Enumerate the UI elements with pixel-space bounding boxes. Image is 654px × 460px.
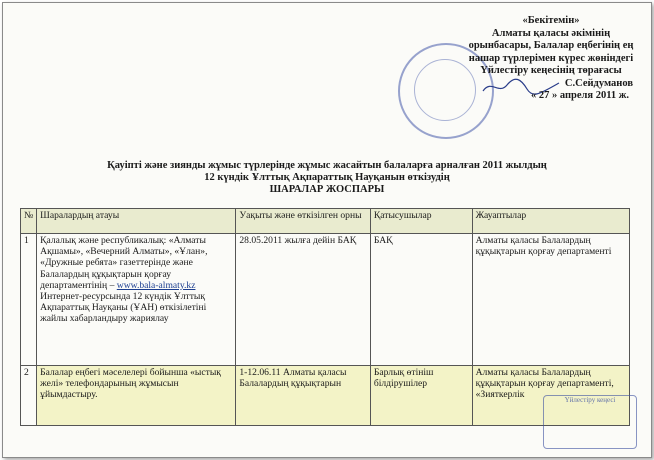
- table-header-row: [21, 209, 630, 234]
- cell-responsible: Алматы қаласы Балалардың құқықтарын қорғау департаменті: [472, 234, 629, 366]
- approval-line: «Бекітемін»: [522, 15, 580, 26]
- cell-time: 28.05.2011 жылға дейін БАҚ: [236, 234, 370, 366]
- table-row: [21, 366, 630, 426]
- approval-line: нашар түрлерімен күрес жөніндегі: [468, 52, 634, 64]
- approval-line: Үйлестіру кеңесінің төрағасы: [480, 65, 622, 76]
- cell-num: 1: [21, 234, 37, 366]
- header-name: Шаралардың атауы: [37, 209, 236, 234]
- stamp-text: Үйлестіру кеңесі: [564, 396, 616, 404]
- document-page: [2, 2, 652, 458]
- doc-title-line-2: 12 күндік Ұлттық Ақпараттық Науқанын өткізудің: [204, 172, 450, 183]
- approval-date: « 27 » апреля 2011 ж.: [530, 90, 629, 101]
- approval-line: Алматы қаласы әкімінің: [491, 27, 611, 39]
- table-row: [21, 234, 630, 366]
- header-responsible: Жауаптылар: [472, 209, 629, 234]
- cell-name: Балалар еңбегі мәселелері бойынша «ыстық желі» телефондарының жұмысын ұйымдастыру.: [37, 366, 236, 426]
- approval-signer: С.Сейдуманов: [564, 77, 633, 89]
- events-plan-table: [20, 208, 630, 426]
- cell-participants: Барлық өтініш білдірушілер: [370, 366, 472, 426]
- registration-stamp: [543, 395, 637, 449]
- doc-title-line-1: Қауіпті және зиянды жұмыс түрлерінде жұмыс жасайтын балаларға арналған 2011 жылдың: [107, 160, 547, 171]
- header-num: №: [21, 209, 37, 234]
- cell-responsible: Алматы қаласы Балалардың құқықтарын қорғау департаменті, «Зияткерлік: [472, 366, 629, 426]
- cell-name-text: Интернет-ресурсында 12 күндік Ұлттық Ақпараттық Науқаны (ҰАН) өткізілетіні жайлы хабарландыру жариялау: [40, 291, 207, 325]
- cell-num: 2: [21, 366, 37, 426]
- doc-title-line-3: ШАРАЛАР ЖОСПАРЫ: [269, 184, 385, 195]
- approval-line: орынбасары, Балалар еңбегінің ең: [468, 40, 634, 51]
- cell-time: 1-12.06.11 Алматы қаласы Балалардың құқықтарын: [236, 366, 370, 426]
- cell-name-text: Қалалық және республикалық: «Алматы Ақшамы», «Вечерний Алматы», «Ұлан», «Дружные ребята» газеттерінде және Балалардың құқықтарын қорғау департаментінің –: [40, 235, 208, 291]
- approval-block: [451, 15, 651, 103]
- header-time: Уақыты және өткізілген орны: [236, 209, 370, 234]
- website-link[interactable]: www.bala-almaty.kz: [116, 279, 196, 291]
- header-participants: Қатысушылар: [370, 209, 472, 234]
- cell-participants: БАҚ: [370, 234, 472, 366]
- cell-name: [37, 234, 236, 366]
